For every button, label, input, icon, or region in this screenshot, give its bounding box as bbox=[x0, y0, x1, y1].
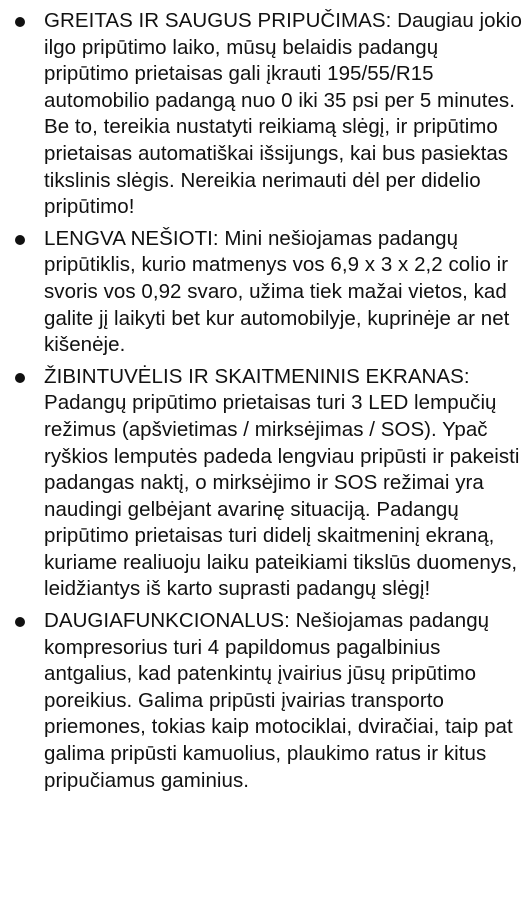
feature-bullet-portable bbox=[0, 226, 531, 359]
feature-bullet-multifunctional bbox=[0, 608, 531, 794]
bullet-dot-icon bbox=[15, 235, 25, 245]
bullet-text: DAUGIAFUNKCIONALUS: Nešiojamas padangų kompresorius turi 4 papildomus pagalbinius antgalius, kad patenkintų įvairius jūsų pripūtimo poreikius. Galima pripūsti įvairias transporto priemones, tokias kaip motociklai, dviračiai, taip pat galima pripūsti kamuolius, plaukimo ratus ir kitus pripučiamus gaminius. bbox=[44, 609, 513, 792]
bullet-dot-icon bbox=[15, 17, 25, 27]
bullet-dot-icon bbox=[15, 617, 25, 627]
bullet-text: LENGVA NEŠIOTI: Mini nešiojamas padangų pripūtiklis, kurio matmenys vos 6,9 x 3 x 2,2 colio ir svoris vos 0,92 svaro, užima tiek mažai vietos, kad galite jį laikyti bet kur automobilyje, kuprinėje ar net kišenėje. bbox=[44, 226, 510, 357]
feature-bullet-flashlight-display bbox=[0, 364, 531, 603]
bullet-dot-icon bbox=[15, 373, 25, 383]
feature-bullet-list bbox=[0, 8, 531, 799]
feature-bullet-fast-safe bbox=[0, 8, 531, 221]
bullet-text: GREITAS IR SAUGUS PRIPUČIMAS: Daugiau jokio ilgo pripūtimo laiko, mūsų belaidis padangų pripūtimo prietaisas gali įkrauti 195/55/R15 automobilio padangą nuo 0 iki 35 psi per 5 minutes. Be to, tereikia nustatyti reikiamą slėgį, ir pripūtimo prietaisas automatiškai išsijungs, kai bus pasiektas tikslinis slėgis. Nereikia nerimauti dėl per didelio pripūtimo! bbox=[44, 9, 522, 219]
bullet-text: ŽIBINTUVĖLIS IR SKAITMENINIS EKRANAS: Padangų pripūtimo prietaisas turi 3 LED lempučių režimus (apšvietimas / mirksėjimas / SOS). Ypač ryškios lemputės padeda lengviau pripūsti ir pakeisti padangas naktį, o mirksėjimo ir SOS režimai yra naudingi gelbėjant avarinę situaciją. Padangų pripūtimo prietaisas turi didelį skaitmeninį ekraną, kuriame realiuoju laiku pateikiami tikslūs duomenys, leidžiantys iš karto suprasti padangų slėgį! bbox=[44, 364, 520, 601]
